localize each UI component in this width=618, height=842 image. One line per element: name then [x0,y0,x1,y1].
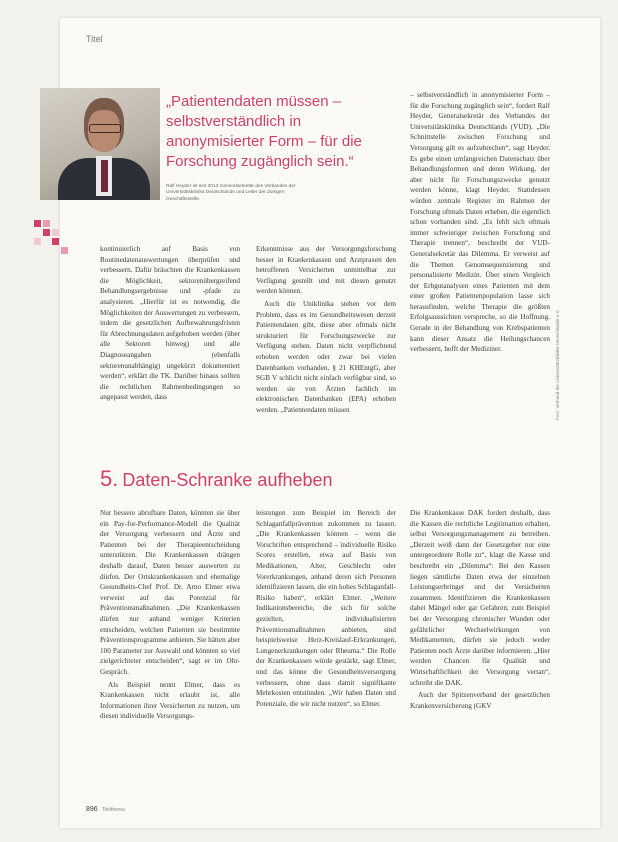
section-label: Titel [86,34,103,44]
paragraph: Die Krankenkasse DAK fordert deshalb, dass die Kassen die rechtliche Legitimation erhalten, selbst Versorgungsmanagement zu betreiben. „Derzeit weiß dann der Gesetzgeber nur eine untergeordnete Rolle zu“, klagt die Kasse und beschreibt ein „Dilemma“: Bei den Kassen liegen sämtliche Daten etwa der einzelnen Leistungserbringer und der Versicherten zusammen. Identifizieren die Krankenkassen dabei Mängel oder gar Gefahren, zum Beispiel bei der Versorgung chronischer Wunden oder gefährlicher Wechselwirkungen von Medikamenten, dürfen sie jedoch weder Patienten noch Ärzte darüber informieren. „Hier werden Chancen für Qualität und Wirtschaftlichkeit der Versorgung vertan“, schreibt die DAK. [410,509,550,687]
pull-quote: „Patientendaten müssen – selbstverständlich in anonymisierter Form – für die Forschung zugänglich sein.“ [166,93,362,170]
top-column-1 [100,244,240,440]
section-number: 5. [100,466,119,491]
section-heading [100,466,333,492]
bottom-column-2 [256,508,396,796]
page-footer [86,806,125,813]
paragraph: Erkenntnisse aus der Versorgungsforschung besser in Krankenkassen und Arztpraxen den betroffenen Versicherten unmittelbar zur Verfügung gestellt und mit diesen genutzt werden können. [256,245,396,296]
photo-caption: Ralf Heyder ist seit 2013 Generalsekretär des Verbandes der Universitätsklinika Deutschlands und Leiter der dortigen Geschäftsstelle. [166,184,296,202]
paragraph: Auch die Uniklinika stehen vor dem Problem, dass es im Gesundheitswesen derzeit Patientendaten gibt, diese aber oftmals nicht strukturiert für Forschungszwecke zur Verfügung stehen. Daten nicht verpflichtend erhoben werden oder zwar bei vielen Datenbanken vorhanden, § 21 KHEntgG, aber SGB V schlicht nicht einfach verfügbar sind, so werden sie von Ärzten fachlich im elektronischen Datenbanken (EPA) erhoben werden. „Patientendaten müssen [256,299,396,414]
publication-name: Titelthema [101,807,125,813]
page-number: 896 [86,806,98,813]
paragraph: kontinuierlich auf Basis von Routinedatenauswertungen überprüfen und verbessern. Dafür bräuchten die Krankenkassen die Möglichkeit, sektorenübergreifend Behandlungsergebnisse und -pfade zu analysieren. „Hierfür ist es notwendig, die Möglichkeiten der Auswertungen zu verbessern, indem die gesetzlichen Aufbewahrungsfristen für Abrechnungsdaten aufgehoben werden (über alle Sektoren hinweg) und alle Diagnoseangaben (ebenfalls sektorenunabhängig) ungekürzt dokumentiert werden“, erklärt die TK. Darüber hinaus sollten die rechtlichen Rahmenbedingungen so angepasst werden, dass [100,245,240,402]
paragraph: Nur bessere abrufbare Daten, könnten sie über ein Pay-for-Performance-Modell die Qualität der Versorgung verbessern und Ärzte und Patienten bei der Therapieentscheidung unterstützen. Die Krankenkassen drängen deshalb darauf, Daten besser auswerten zu dürfen. Der Ortskrankenkassen und ehemalige Gesundheits-Chef Prof. Dr. Arno Elmer etwa verweist auf das Potenzial für Präventionsmaßnahmen. „Die Krankenkassen dürfen nur anhand weniger Kriterien entscheiden, welchen Patienten sie bestimmte Präventionsprogramme anbieten. Sie hätten aber 100 Parameter zur Auswahl und könnten so viel zielgerichteter entscheiden“, sagt er im Ohr-Gespräch. [100,509,240,676]
paragraph: Auch der Spitzenverband der gesetzlichen Krankenversicherung (GKV [410,691,550,710]
paragraph: leistungen zum Beispiel im Bereich der Schlaganfallprävention zukommen zu lassen. „Die Krankenkassen können – wenn die Vorschriften entsprechend – individuelle Risiko Scores erstellen, etwa auf Basis von Medikationen, Alter, Geschlecht oder Vorerkrankungen, anhand deren sich Personen identifizieren lassen, die ein hohes Schlaganfall-Risiko haben“, erklärt Elmer. „Weitere Indikationsbereiche, die sich für solche gezielten, individualisierten Präventionsmaßnahmen anbieten, sind beispielsweise Herz-Kreislauf-Erkrankungen, Lungenerkrankungen oder Rheuma.“ Die Rolle der Krankenkassen würde gestärkt, sagt Elmer, und das könne die Gesundheitsversorgung verbessern, ohne dass damit signifikante Mehrkosten entstünden. „Wir haben Daten und Potenziale, die wir nicht nutzen“, so Elmer. [256,509,396,708]
section-title: Daten-Schranke aufheben [122,470,333,490]
paragraph: Als Beispiel nennt Elmer, dass es Krankenkassen nicht erlaubt ist, alle Informationen ihrer Versicherten zu nutzen, um diesen individuelle Versorgungs- [100,680,240,721]
bottom-column-1 [100,508,240,796]
top-column-3 [410,90,550,440]
photo-credit: Foto: Verband der Universitätsklinika Deutschlands e.V. [555,309,560,420]
paragraph: – selbstverständlich in anonymisierter Form – für die Forschung zugänglich sein“, fordert Ralf Heyder, Generalsekretär des Verbandes der Universitätsklinika Deutschlands (VUD). „Die Schnittstelle zwischen Forschung und Versorgung gilt es aufzubrechen“, sagt Heyder. Es gebe einen umfangreichen Datenschatz über Behandlungsformen und deren Wirkung, der aber nicht für Forschungszwecke genutzt werden könne, klagt Heyder. Stattdessen würden zentrale Register im Rahmen der Forschung oftmals Daten erheben, die eigentlich schon vorhanden sind. „Es fehlt sich oftmals immer schwieriger zwischen Forschung und Therapie trennen“, beschreibt der VUD-Generalsekretär das Dilemma. Er verweist auf die Themen Genomsequenzierung und personalisierte Medizin. Über einen Vergleich der Erbgutanalysen eines Patienten mit dem einer großen Patientenpopulation lasse sich herausfinden, welche Therapie die größten Erfolgsaussichten verspreche, so die Hoffnung. Gerade in der Behandlung von Krebspatienten kann dieser Ansatz die Heilungschancen verbessern, hofft der Mediziner. [410,91,550,354]
portrait-photo [40,88,160,200]
bottom-column-3 [410,508,550,796]
top-column-2 [256,244,396,440]
